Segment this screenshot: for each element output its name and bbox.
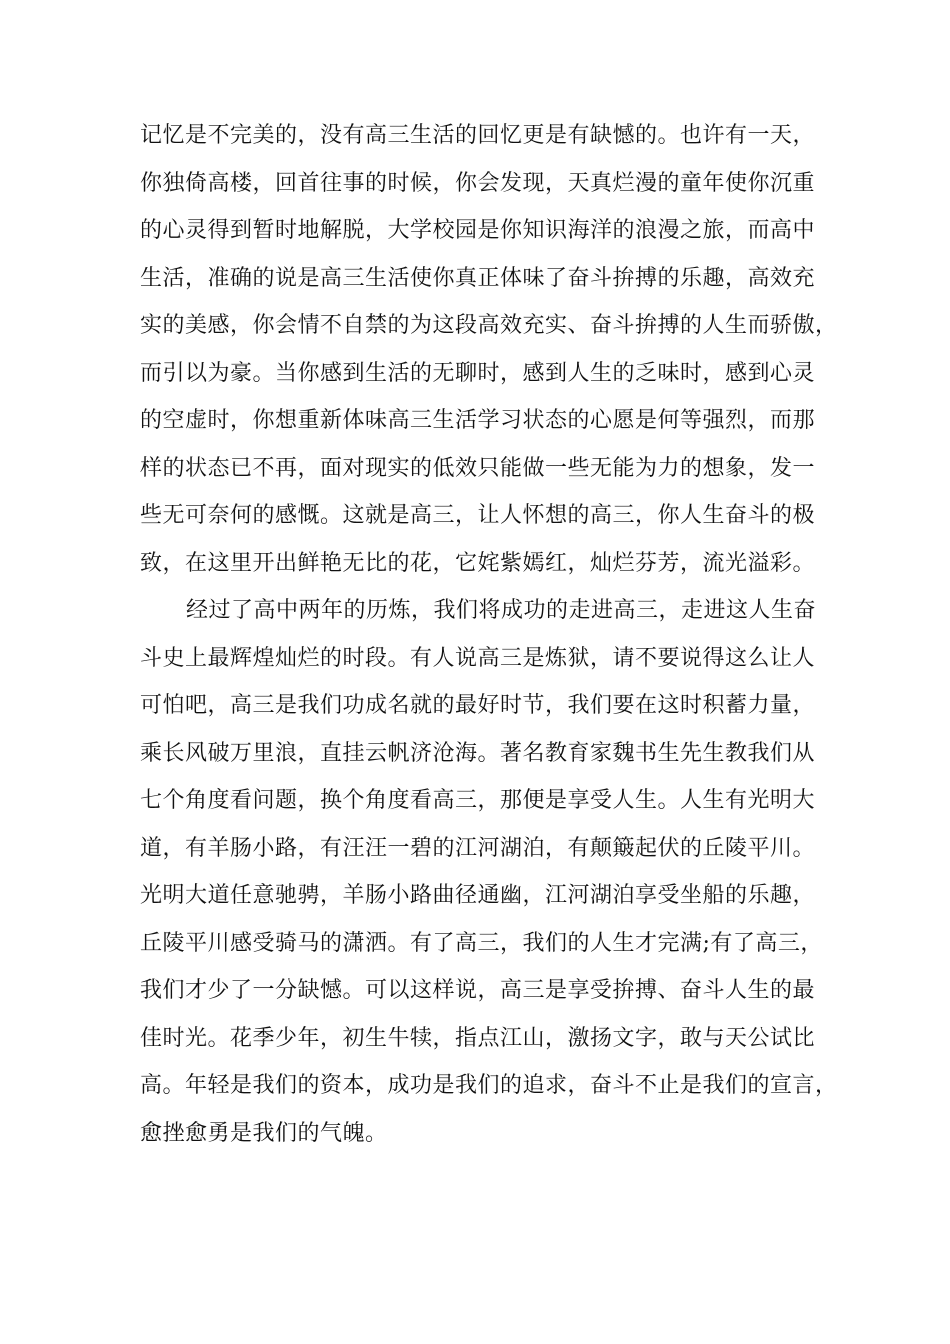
text-line: 记忆是不完美的，没有高三生活的回忆更是有缺憾的。也许有一天， <box>140 123 816 148</box>
text-line: 可怕吧，高三是我们功成名就的最好时节，我们要在这时积蓄力量， <box>140 693 816 718</box>
text-line: 实的美感，你会情不自禁的为这段高效充实、奋斗拚搏的人生而骄傲， <box>140 313 838 338</box>
text-line: 的空虚时，你想重新体味高三生活学习状态的心愿是何等强烈，而那 <box>140 408 816 433</box>
text-line: 斗史上最辉煌灿烂的时段。有人说高三是炼狱，请不要说得这么让人 <box>140 645 816 671</box>
text-line: 的心灵得到暂时地解脱，大学校园是你知识海洋的浪漫之旅，而高中 <box>140 218 816 243</box>
text-line: 些无可奈何的感慨。这就是高三，让人怀想的高三，你人生奋斗的极 <box>140 503 816 528</box>
text-line: 样的状态已不再，面对现实的低效只能做一些无能为力的想象，发一 <box>140 455 816 481</box>
text-line: 乘长风破万里浪，直挂云帆济沧海。著名教育家魏书生先生教我们从 <box>140 740 816 766</box>
text-line: 高。年轻是我们的资本，成功是我们的追求，奋斗不止是我们的宣言， <box>140 1073 838 1098</box>
text-line: 经过了高中两年的历炼，我们将成功的走进高三，走进这人生奋 <box>186 598 817 623</box>
text-line: 生活，准确的说是高三生活使你真正体味了奋斗拚搏的乐趣，高效充 <box>140 265 816 291</box>
paragraph-2 <box>140 587 838 1157</box>
text-line: 愈挫愈勇是我们的气魄。 <box>140 1120 388 1146</box>
text-line: 我们才少了一分缺憾。可以这样说，高三是享受拚搏、奋斗人生的最 <box>140 978 816 1003</box>
document-body <box>140 112 838 1157</box>
text-line: 丘陵平川感受骑马的潇洒。有了高三，我们的人生才完满;有了高三， <box>140 930 823 956</box>
text-line: 而引以为豪。当你感到生活的无聊时，感到人生的乏味时，感到心灵 <box>140 360 816 386</box>
text-line: 致，在这里开出鲜艳无比的花，它姹紫嫣红，灿烂芬芳，流光溢彩。 <box>140 550 816 576</box>
text-line: 佳时光。花季少年，初生牛犊，指点江山，激扬文字，敢与天公试比 <box>140 1025 816 1051</box>
paragraph-1 <box>140 112 838 587</box>
text-line: 光明大道任意驰骋，羊肠小路曲径通幽，江河湖泊享受坐船的乐趣， <box>140 883 816 908</box>
text-line: 七个角度看问题，换个角度看高三，那便是享受人生。人生有光明大 <box>140 788 816 813</box>
text-line: 你独倚高楼，回首往事的时候，你会发现，天真烂漫的童年使你沉重 <box>140 170 816 196</box>
text-line: 道，有羊肠小路，有汪汪一碧的江河湖泊，有颠簸起伏的丘陵平川。 <box>140 835 816 861</box>
